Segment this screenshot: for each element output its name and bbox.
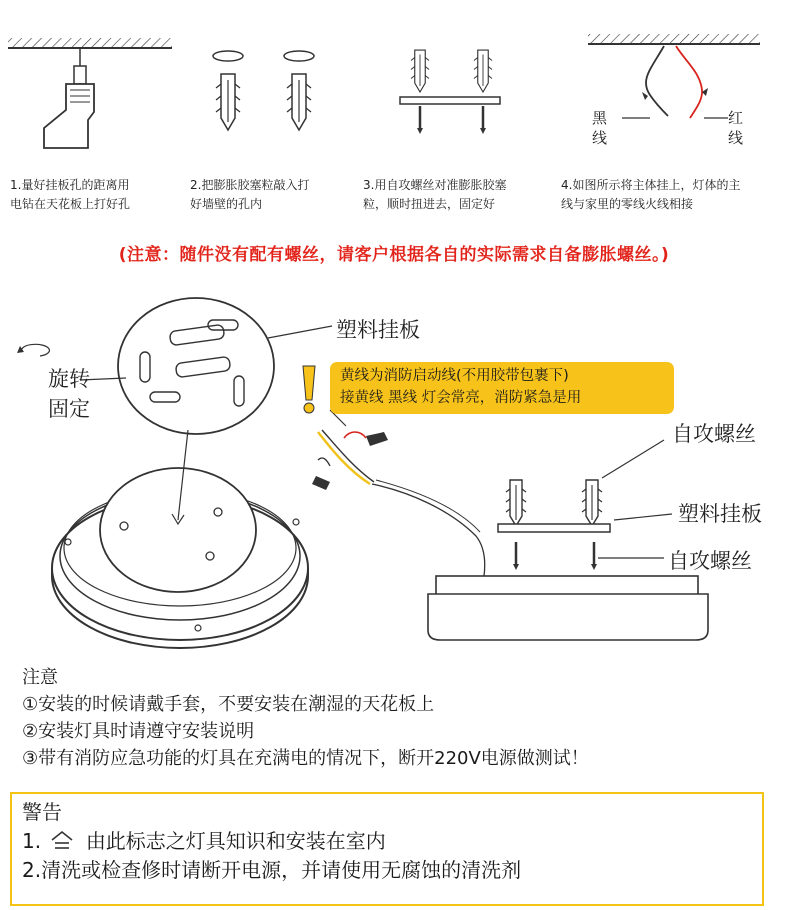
warning-item-1-text: 由此标志之灯具知识和安装在室内 xyxy=(85,829,386,853)
step3-caption xyxy=(363,176,506,214)
note-item-2: ②安装灯具时请遵守安装说明 xyxy=(22,721,255,742)
mounting-plate-illustration xyxy=(118,298,274,434)
screw-label-bottom: 自攻螺丝 xyxy=(668,549,752,573)
red-wire-label-char1: 红 xyxy=(728,109,744,127)
red-wire-label xyxy=(728,108,743,148)
warning-item-1 xyxy=(22,827,762,856)
yellow-note-line1: 黄线为消防启动线(不用胶带包裹下) xyxy=(340,368,569,384)
step2-anchor-illustration xyxy=(213,51,314,130)
step1-caption-line1: 1.量好挂板孔的距离用 xyxy=(10,178,130,192)
step1-drill-illustration xyxy=(8,38,172,148)
rotate-fix-label xyxy=(48,364,90,424)
note-item-1: ①安装的时候请戴手套，不要安装在潮湿的天花板上 xyxy=(22,694,435,715)
step4-wire-illustration xyxy=(588,34,760,118)
step1-caption xyxy=(10,176,130,214)
note-item-3: ③带有消防应急功能的灯具在充满电的情况下，断开220V电源做测试！ xyxy=(22,748,589,769)
step4-caption-line1: 4.如图所示将主体挂上，灯体的主 xyxy=(561,178,741,192)
step2-caption-line2: 好墙壁的孔内 xyxy=(190,197,263,211)
warning-item-1-number: 1. xyxy=(22,829,42,853)
warning-item-2: 2.清洗或检查修时请断开电源，并请使用无腐蚀的清洗剂 xyxy=(22,858,522,882)
red-wire-label-char2: 线 xyxy=(728,129,744,147)
black-wire-label-char2: 线 xyxy=(592,129,608,147)
step3-caption-line1: 3.用自攻螺丝对准膨胀胶塞 xyxy=(363,178,507,192)
black-wire-label-char1: 黑 xyxy=(592,109,608,127)
plate-label-right: 塑料挂板 xyxy=(678,502,762,526)
screw-label-top: 自攻螺丝 xyxy=(672,422,756,446)
rotate-label: 旋转 xyxy=(48,367,90,391)
step3-screw-illustration xyxy=(400,50,500,134)
screw-notice: (注意：随件没有配有螺丝，请客户根据各自的实际需求自备膨胀螺丝。) xyxy=(118,245,670,265)
step2-caption xyxy=(190,176,309,214)
indoor-house-icon xyxy=(49,829,75,851)
warning-exclamation-icon xyxy=(303,366,315,413)
yellow-wire-note xyxy=(330,362,674,414)
step2-caption-line1: 2.把膨胀胶塞粒敲入打 xyxy=(190,178,310,192)
step4-caption xyxy=(561,176,740,214)
fix-label: 固定 xyxy=(48,397,90,421)
lamp-wires-illustration xyxy=(312,430,485,576)
lamp-body-side-illustration xyxy=(428,576,708,640)
black-wire-label xyxy=(592,108,607,148)
lamp-base-illustration xyxy=(52,468,308,648)
yellow-note-line2: 接黄线 黑线 灯会常亮，消防紧急是用 xyxy=(340,390,582,406)
right-mounting-illustration xyxy=(498,440,672,570)
warning-box xyxy=(10,792,764,906)
rotate-arrow-icon xyxy=(17,344,49,356)
notes-section xyxy=(22,664,589,772)
notes-title: 注意 xyxy=(22,667,58,688)
plate-label: 塑料挂板 xyxy=(336,318,420,342)
step3-caption-line2: 粒，顺时扭进去，固定好 xyxy=(363,197,496,211)
step4-caption-line2: 线与家里的零线火线相接 xyxy=(561,197,694,211)
step1-caption-line2: 电钻在天花板上打好孔 xyxy=(10,197,131,211)
warning-title: 警告 xyxy=(22,800,62,824)
